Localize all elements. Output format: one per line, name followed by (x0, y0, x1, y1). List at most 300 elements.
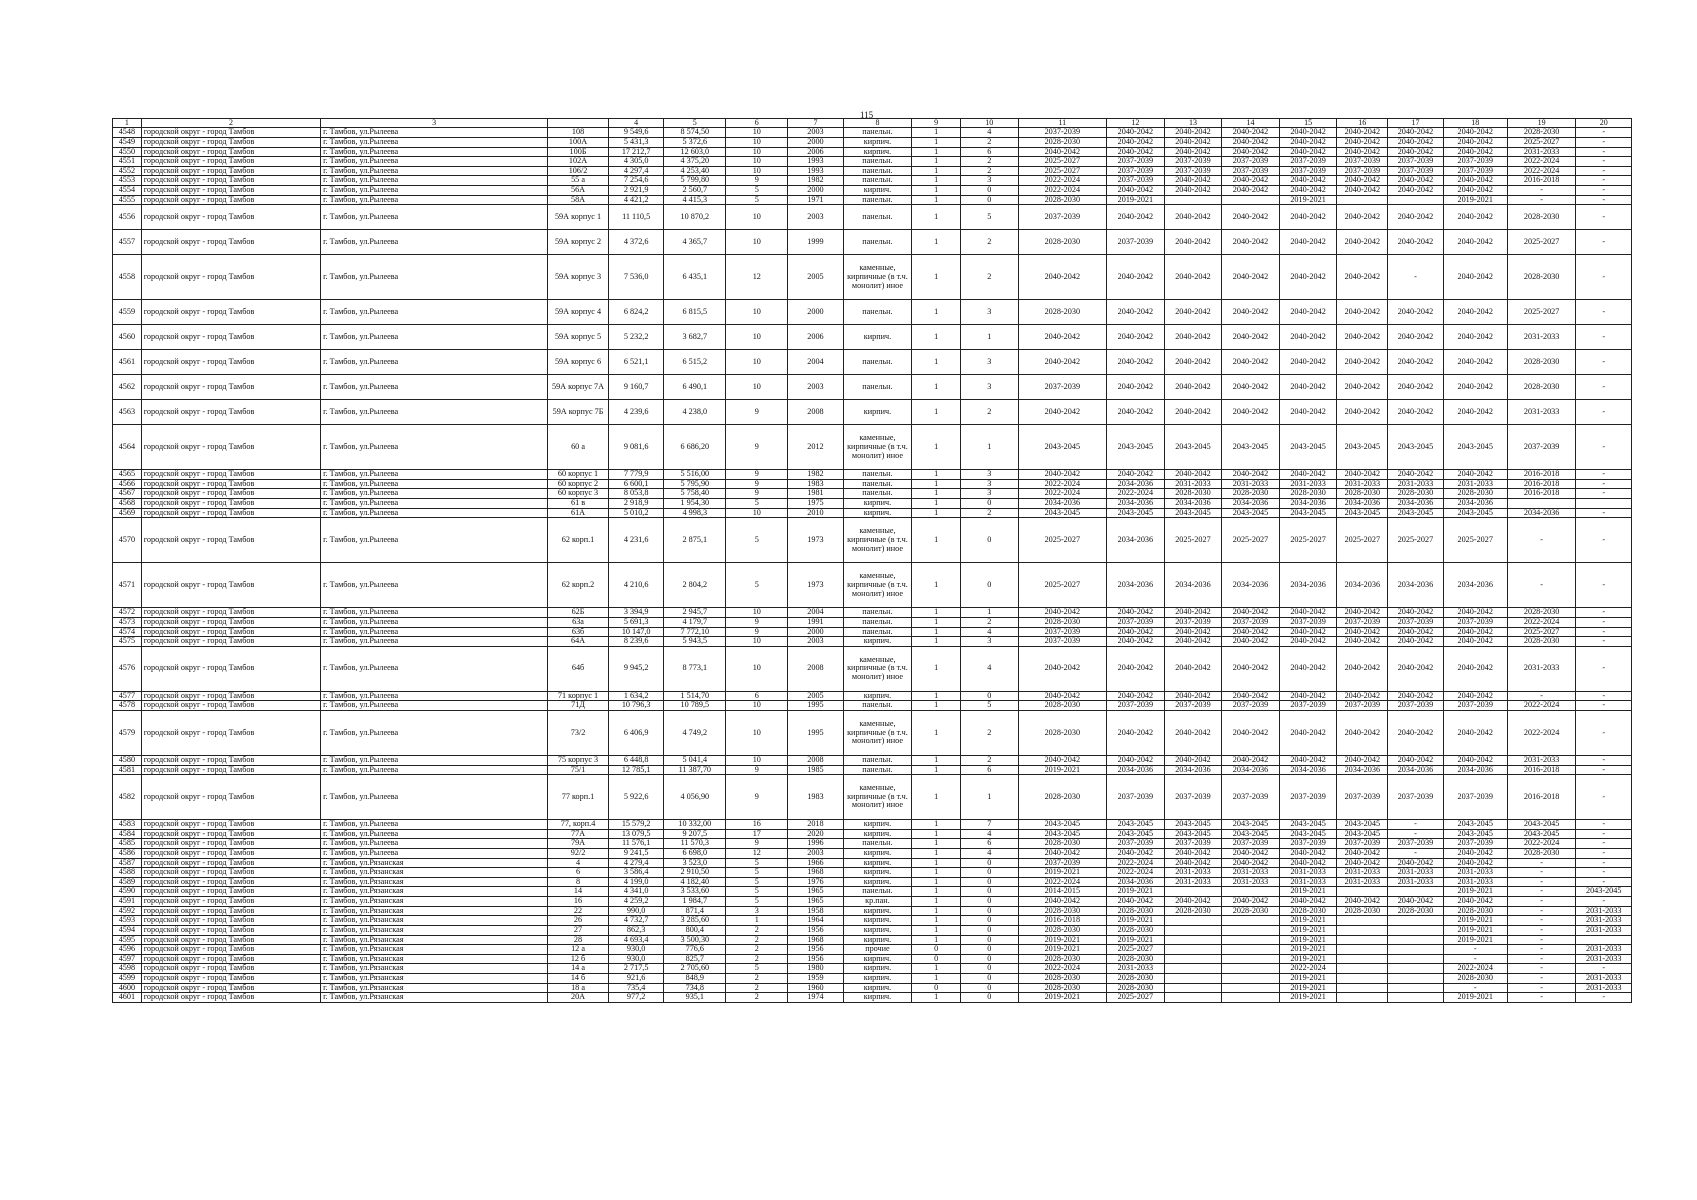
table-cell: 2040-2042 (1279, 350, 1337, 375)
table-cell: 2031-2033 (1507, 646, 1576, 691)
table-cell: 2040-2042 (1388, 691, 1443, 701)
table-cell: панельн. (843, 166, 912, 176)
table-cell: 60 а (548, 425, 609, 470)
table-cell: 2028-2030 (1507, 128, 1576, 138)
table-cell: каменные, кирпичные (в т.ч. монолит) иное (843, 255, 912, 300)
table-cell: 2040-2042 (1443, 849, 1507, 859)
table-cell: 2037-2039 (1507, 425, 1576, 470)
table-cell: 4 372,6 (608, 230, 663, 255)
table-cell: городской округ - город Тамбов (141, 176, 320, 186)
table-cell: 2 875,1 (664, 518, 726, 563)
table-cell: 2019-2021 (1107, 916, 1165, 926)
table-cell: 2043-2045 (1222, 820, 1280, 830)
table-row (113, 400, 1632, 425)
table-cell: 2040-2042 (1443, 255, 1507, 300)
table-cell: 1 (912, 205, 961, 230)
table-cell: 1 (912, 964, 961, 974)
table-cell: 9 (726, 470, 788, 480)
table-cell: 1980 (788, 964, 843, 974)
table-cell: - (1576, 849, 1632, 859)
table-cell: - (1388, 849, 1443, 859)
table-cell: 59А корпус 4 (548, 300, 609, 325)
table-cell: 1 (912, 489, 961, 499)
table-cell: 4567 (113, 489, 142, 499)
table-cell: 2031-2033 (1337, 868, 1388, 878)
table-cell: 2043-2045 (1279, 425, 1337, 470)
table-cell: 2 (960, 138, 1018, 148)
table-cell: 2034-2036 (1388, 499, 1443, 509)
table-cell: 2040-2042 (1107, 138, 1165, 148)
table-cell: 2037-2039 (1107, 775, 1165, 820)
table-cell: - (1576, 176, 1632, 186)
table-cell: 2022-2024 (1018, 877, 1107, 887)
table-cell: 3 (960, 350, 1018, 375)
table-cell: 1 (912, 325, 961, 350)
table-cell: - (1576, 765, 1632, 775)
table-cell: 2040-2042 (1107, 691, 1165, 701)
table-cell: 10 (726, 755, 788, 765)
table-cell: 4551 (113, 157, 142, 167)
table-cell: 3 (960, 176, 1018, 186)
table-cell (1222, 993, 1280, 1003)
table-cell: 12 (726, 255, 788, 300)
table-cell: 2040-2042 (1164, 375, 1222, 400)
table-cell: 2040-2042 (1279, 186, 1337, 196)
table-cell: 800,4 (664, 925, 726, 935)
table-cell: городской округ - город Тамбов (141, 479, 320, 489)
table-cell: 2034-2036 (1107, 765, 1165, 775)
table-cell: 9 160,7 (608, 375, 663, 400)
table-cell: 2034-2036 (1107, 518, 1165, 563)
table-cell: 59А корпус 3 (548, 255, 609, 300)
table-cell: 6 (548, 868, 609, 878)
table-cell: 2040-2042 (1279, 710, 1337, 755)
table-cell: - (1443, 954, 1507, 964)
table-cell: 2025-2027 (1443, 518, 1507, 563)
table-cell: 2031-2033 (1337, 479, 1388, 489)
table-cell: 2040-2042 (1018, 470, 1107, 480)
table-row (113, 858, 1632, 868)
table-cell: 2025-2027 (1164, 518, 1222, 563)
table-cell: г. Тамбов, ул.Рязанская (321, 916, 548, 926)
table-cell: 2043-2045 (1337, 508, 1388, 518)
table-cell: 2031-2033 (1576, 973, 1632, 983)
table-cell: кр.пан. (843, 897, 912, 907)
table-cell: 1 (912, 157, 961, 167)
table-cell: 2040-2042 (1107, 325, 1165, 350)
table-cell: кирпич. (843, 849, 912, 859)
table-cell: 2040-2042 (1337, 300, 1388, 325)
table-cell: 2040-2042 (1388, 710, 1443, 755)
table-cell: 2034-2036 (1388, 765, 1443, 775)
table-row (113, 205, 1632, 230)
table-cell: 2040-2042 (1107, 897, 1165, 907)
table-cell: 2028-2030 (1164, 489, 1222, 499)
table-cell: 0 (960, 945, 1018, 955)
table-cell: 1 (912, 858, 961, 868)
table-cell: 2031-2033 (1164, 868, 1222, 878)
table-cell: панельн. (843, 195, 912, 205)
table-cell: г. Тамбов, ул.Рылеева (321, 829, 548, 839)
table-cell: 2022-2024 (1507, 166, 1576, 176)
table-cell: 2019-2021 (1018, 935, 1107, 945)
table-cell: 4549 (113, 138, 142, 148)
table-cell: 2031-2033 (1107, 964, 1165, 974)
table-cell: 7 772,10 (664, 627, 726, 637)
table-cell: 2031-2033 (1576, 916, 1632, 926)
table-row (113, 186, 1632, 196)
table-row (113, 710, 1632, 755)
table-cell: 2012 (788, 425, 843, 470)
table-cell: панельн. (843, 617, 912, 627)
table-cell: 20А (548, 993, 609, 1003)
table-cell: 2040-2042 (1443, 375, 1507, 400)
table-cell: 4 239,6 (608, 400, 663, 425)
table-cell (1164, 887, 1222, 897)
table-cell: 2037-2039 (1279, 617, 1337, 627)
table-cell: 2040-2042 (1164, 755, 1222, 765)
table-cell: панельн. (843, 205, 912, 230)
table-cell: 6 515,2 (664, 350, 726, 375)
table-cell: г. Тамбов, ул.Рылеева (321, 839, 548, 849)
table-cell: 2040-2042 (1337, 646, 1388, 691)
table-cell: 2018 (788, 820, 843, 830)
table-cell: 2028-2030 (1388, 489, 1443, 499)
table-cell: 2031-2033 (1164, 877, 1222, 887)
table-cell: - (1576, 627, 1632, 637)
table-cell: 2019-2021 (1279, 973, 1337, 983)
table-cell: 2016-2018 (1507, 765, 1576, 775)
table-cell: 2031-2033 (1507, 147, 1576, 157)
table-cell: - (1576, 775, 1632, 820)
table-cell: 2028-2030 (1107, 973, 1165, 983)
table-cell: - (1507, 906, 1576, 916)
table-cell: 2003 (788, 375, 843, 400)
table-row (113, 147, 1632, 157)
table-cell: 1968 (788, 935, 843, 945)
table-cell: 2028-2030 (1507, 608, 1576, 618)
table-cell: 4557 (113, 230, 142, 255)
table-cell: 1995 (788, 701, 843, 711)
table-cell (1337, 935, 1388, 945)
table-cell: 2010 (788, 508, 843, 518)
table-cell: 2040-2042 (1164, 186, 1222, 196)
table-cell: 2 705,60 (664, 964, 726, 974)
table-cell (1164, 973, 1222, 983)
table-cell: - (1576, 820, 1632, 830)
column-number: 13 (1164, 119, 1222, 128)
table-cell: 4588 (113, 868, 142, 878)
table-cell: 2040-2042 (1107, 128, 1165, 138)
table-cell: 2040-2042 (1018, 691, 1107, 701)
table-cell: каменные, кирпичные (в т.ч. монолит) иное (843, 425, 912, 470)
table-cell: 1965 (788, 897, 843, 907)
table-cell: 10 (726, 608, 788, 618)
table-cell: 1 514,70 (664, 691, 726, 701)
table-cell: 2037-2039 (1443, 775, 1507, 820)
table-cell: панельн. (843, 350, 912, 375)
table-cell: 5 758,40 (664, 489, 726, 499)
table-cell: г. Тамбов, ул.Рылеева (321, 775, 548, 820)
table-cell: 58А (548, 195, 609, 205)
table-cell: 2028-2030 (1018, 954, 1107, 964)
table-cell (1337, 925, 1388, 935)
table-cell: кирпич. (843, 499, 912, 509)
table-cell: 2037-2039 (1018, 637, 1107, 647)
table-row (113, 230, 1632, 255)
table-cell: 4 (960, 829, 1018, 839)
table-cell: 1 (912, 906, 961, 916)
table-cell (1337, 993, 1388, 1003)
table-cell: 2037-2039 (1018, 627, 1107, 637)
table-cell: городской округ - город Тамбов (141, 839, 320, 849)
table-cell: 2040-2042 (1443, 637, 1507, 647)
table-cell: 0 (960, 499, 1018, 509)
table-cell: панельн. (843, 479, 912, 489)
table-cell: 9 (726, 176, 788, 186)
table-row (113, 839, 1632, 849)
table-cell: 2037-2039 (1164, 617, 1222, 627)
table-cell: 4569 (113, 508, 142, 518)
table-cell: городской округ - город Тамбов (141, 400, 320, 425)
table-cell: 14 б (548, 973, 609, 983)
table-cell: 2040-2042 (1222, 400, 1280, 425)
table-cell: кирпич. (843, 906, 912, 916)
table-cell: 2034-2036 (1388, 563, 1443, 608)
table-cell: 2040-2042 (1337, 691, 1388, 701)
table-row (113, 701, 1632, 711)
table-cell: 4594 (113, 925, 142, 935)
table-cell: городской округ - город Тамбов (141, 983, 320, 993)
table-cell: - (1576, 877, 1632, 887)
table-cell: - (1507, 186, 1576, 196)
table-body (113, 119, 1632, 1003)
table-cell: - (1443, 945, 1507, 955)
table-cell: 7 536,0 (608, 255, 663, 300)
table-cell: 4592 (113, 906, 142, 916)
table-cell: 5 (726, 964, 788, 974)
table-cell: - (1576, 128, 1632, 138)
table-cell: 6 600,1 (608, 479, 663, 489)
table-cell: 1 (912, 470, 961, 480)
table-cell: 2004 (788, 350, 843, 375)
table-cell (1337, 916, 1388, 926)
table-cell: 1956 (788, 945, 843, 955)
table-cell: 9 207,5 (664, 829, 726, 839)
table-cell: 4583 (113, 820, 142, 830)
table-cell: 10 (726, 375, 788, 400)
table-cell: 7 779,9 (608, 470, 663, 480)
table-cell: 5 (726, 195, 788, 205)
table-cell: г. Тамбов, ул.Рылеева (321, 627, 548, 637)
table-cell: панельн. (843, 176, 912, 186)
table-cell: 2 804,2 (664, 563, 726, 608)
table-cell: 9 (726, 489, 788, 499)
table-cell: 2040-2042 (1222, 849, 1280, 859)
table-cell: 2 (726, 973, 788, 983)
table-cell: 2034-2036 (1279, 563, 1337, 608)
table-cell: 1 (912, 425, 961, 470)
table-cell: 2040-2042 (1279, 205, 1337, 230)
table-cell: 1 (726, 916, 788, 926)
table-cell (1337, 983, 1388, 993)
table-cell: 2040-2042 (1164, 300, 1222, 325)
table-cell: - (1576, 839, 1632, 849)
table-row (113, 755, 1632, 765)
table-cell: 1 (912, 617, 961, 627)
table-cell: 59А корпус 2 (548, 230, 609, 255)
table-cell: 2 (960, 157, 1018, 167)
table-cell: 2040-2042 (1388, 147, 1443, 157)
table-cell: 4554 (113, 186, 142, 196)
table-cell: 12 (726, 849, 788, 859)
table-cell: 75/1 (548, 765, 609, 775)
table-cell: 9 (726, 425, 788, 470)
table-cell: 2037-2039 (1388, 157, 1443, 167)
table-row (113, 993, 1632, 1003)
table-cell: 2037-2039 (1279, 839, 1337, 849)
table-cell: 4599 (113, 973, 142, 983)
column-number-row (113, 119, 1632, 128)
table-cell: 10 (726, 350, 788, 375)
table-cell: 2040-2042 (1443, 176, 1507, 186)
table-cell: 2043-2045 (1337, 820, 1388, 830)
table-cell: 2037-2039 (1443, 701, 1507, 711)
table-cell: 0 (960, 877, 1018, 887)
table-cell: 2000 (788, 186, 843, 196)
table-cell: г. Тамбов, ул.Рязанская (321, 868, 548, 878)
table-cell: городской округ - город Тамбов (141, 755, 320, 765)
table-cell: 0 (960, 186, 1018, 196)
table-cell: 2019-2021 (1443, 887, 1507, 897)
table-cell: 4 182,40 (664, 877, 726, 887)
table-cell: 2034-2036 (1443, 499, 1507, 509)
table-cell: 5 516,00 (664, 470, 726, 480)
table-cell: 2022-2024 (1107, 868, 1165, 878)
table-cell: 2037-2039 (1222, 775, 1280, 820)
table-cell: 2025-2027 (1018, 166, 1107, 176)
table-cell: 2003 (788, 849, 843, 859)
table-cell: 2040-2042 (1164, 350, 1222, 375)
table-cell: 2031-2033 (1337, 877, 1388, 887)
table-cell: 2040-2042 (1443, 608, 1507, 618)
table-cell: городской округ - город Тамбов (141, 646, 320, 691)
table-cell: 1 954,30 (664, 499, 726, 509)
table-cell: 2040-2042 (1279, 325, 1337, 350)
table-cell: - (1576, 608, 1632, 618)
table-cell: 2025-2027 (1337, 518, 1388, 563)
table-cell: 2034-2036 (1337, 765, 1388, 775)
table-cell: 1 (912, 508, 961, 518)
table-cell: 1993 (788, 157, 843, 167)
table-row (113, 691, 1632, 701)
table-row (113, 300, 1632, 325)
table-cell: 10 (726, 637, 788, 647)
table-cell: 2016-2018 (1507, 176, 1576, 186)
table-cell: 2037-2039 (1222, 839, 1280, 849)
table-cell: г. Тамбов, ул.Рылеева (321, 508, 548, 518)
table-cell: 7 254,6 (608, 176, 663, 186)
table-cell: 0 (960, 993, 1018, 1003)
table-cell: 2031-2033 (1388, 868, 1443, 878)
table-cell: 28 (548, 935, 609, 945)
table-cell: 2040-2042 (1388, 138, 1443, 148)
table-cell: 2040-2042 (1279, 138, 1337, 148)
table-cell: 6 448,8 (608, 755, 663, 765)
table-cell: - (1507, 983, 1576, 993)
table-cell: 2040-2042 (1388, 627, 1443, 637)
table-cell: 2040-2042 (1388, 186, 1443, 196)
table-cell: - (1507, 964, 1576, 974)
table-cell: 0 (960, 691, 1018, 701)
table-cell: 2040-2042 (1279, 897, 1337, 907)
table-cell: 2040-2042 (1337, 325, 1388, 350)
table-cell: 2040-2042 (1107, 300, 1165, 325)
table-cell: городской округ - город Тамбов (141, 637, 320, 647)
table-cell: 2040-2042 (1107, 608, 1165, 618)
table-cell: 1 (912, 877, 961, 887)
table-cell: 4600 (113, 983, 142, 993)
table-cell: 5 (726, 858, 788, 868)
table-row (113, 128, 1632, 138)
table-cell: 1 (912, 993, 961, 1003)
table-cell: кирпич. (843, 691, 912, 701)
table-cell: 4587 (113, 858, 142, 868)
table-cell: 4 253,40 (664, 166, 726, 176)
table-cell: 2 918,9 (608, 499, 663, 509)
table-cell: 2037-2039 (1164, 701, 1222, 711)
table-cell: 1996 (788, 839, 843, 849)
table-cell: кирпич. (843, 508, 912, 518)
table-cell (1576, 935, 1632, 945)
table-cell: 2040-2042 (1164, 849, 1222, 859)
table-cell: кирпич. (843, 964, 912, 974)
table-cell: 2040-2042 (1222, 608, 1280, 618)
table-cell: 2019-2021 (1279, 954, 1337, 964)
table-cell: 2040-2042 (1388, 608, 1443, 618)
table-cell: 2040-2042 (1337, 255, 1388, 300)
table-cell: 2037-2039 (1164, 839, 1222, 849)
table-cell: 60 корпус 1 (548, 470, 609, 480)
table-cell: 61А (548, 508, 609, 518)
table-cell (1337, 887, 1388, 897)
table-cell: г. Тамбов, ул.Рязанская (321, 887, 548, 897)
table-cell: 2028-2030 (1507, 205, 1576, 230)
table-cell: 2040-2042 (1107, 470, 1165, 480)
table-cell: 2040-2042 (1222, 186, 1280, 196)
table-cell: 2043-2045 (1279, 820, 1337, 830)
table-cell: - (1507, 916, 1576, 926)
table-cell: 5 691,3 (608, 617, 663, 627)
table-cell: 1 (912, 646, 961, 691)
table-cell: 2025-2027 (1507, 138, 1576, 148)
table-cell: 2040-2042 (1018, 849, 1107, 859)
table-cell: 2043-2045 (1107, 508, 1165, 518)
table-cell: 2034-2036 (1337, 499, 1388, 509)
table-cell: г. Тамбов, ул.Рязанская (321, 964, 548, 974)
table-cell: 2037-2039 (1337, 775, 1388, 820)
table-cell: 2040-2042 (1337, 138, 1388, 148)
table-cell: 1964 (788, 916, 843, 926)
table-cell: 2040-2042 (1337, 230, 1388, 255)
table-cell: 2 (960, 508, 1018, 518)
table-cell: 2043-2045 (1443, 508, 1507, 518)
table-cell: 4558 (113, 255, 142, 300)
table-cell: городской округ - город Тамбов (141, 138, 320, 148)
table-cell: панельн. (843, 157, 912, 167)
table-cell: 2025-2027 (1388, 518, 1443, 563)
column-number: 16 (1337, 119, 1388, 128)
